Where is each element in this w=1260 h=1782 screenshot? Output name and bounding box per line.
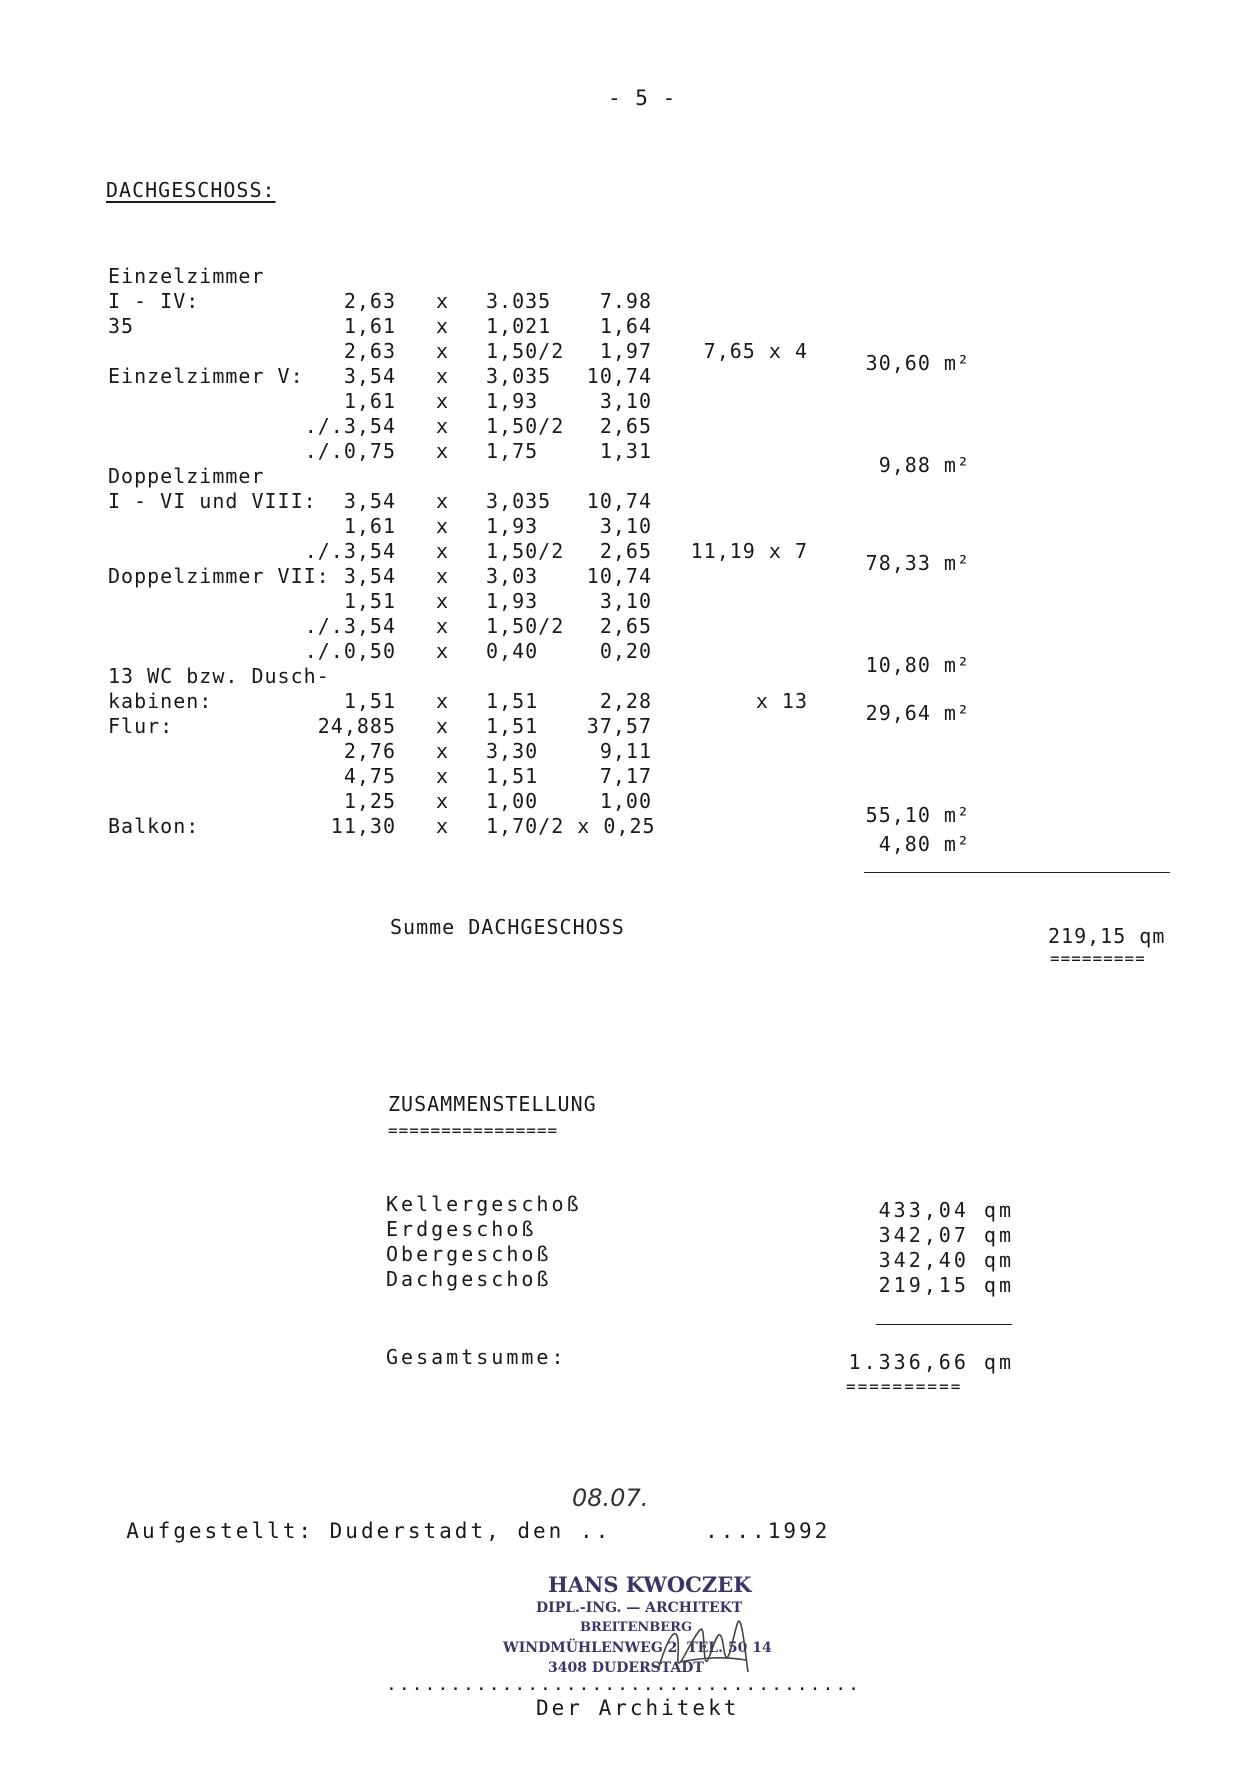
row-label: I - VI und VIII: — [108, 489, 317, 513]
row-multiply-sign: x — [436, 764, 450, 788]
row-product: 3,10 — [599, 514, 652, 538]
row-dimension-b: 3,035 — [486, 489, 552, 513]
row-product: 1,00 — [599, 789, 652, 813]
row-product: 1,31 — [599, 439, 652, 463]
row-product: 9,11 — [599, 739, 652, 763]
summary-label: Kellergeschoß — [386, 1192, 582, 1216]
row-product: 10,74 — [586, 489, 652, 513]
row-product: 7,17 — [599, 764, 652, 788]
summary-label: Erdgeschoß — [386, 1217, 537, 1241]
row-product: 2,65 — [599, 539, 652, 563]
row-label: 13 WC bzw. Dusch- — [108, 664, 330, 688]
row-dimension-b: 1,93 — [486, 589, 539, 613]
row-product: 7.98 — [599, 289, 652, 313]
row-dimension-a: ./.3,54 — [304, 614, 396, 638]
row-label: Einzelzimmer — [108, 264, 265, 288]
row-label: Flur: — [108, 714, 174, 738]
row-dimension-b: 1,51 — [486, 689, 539, 713]
row-product: 1,97 — [599, 339, 652, 363]
row-label: Doppelzimmer VII: — [108, 564, 330, 588]
row-dimension-a: 1,25 — [343, 789, 396, 813]
row-dimension-b: 1,021 — [486, 314, 552, 338]
row-product: 37,57 — [586, 714, 652, 738]
row-label: Einzelzimmer V: — [108, 364, 304, 388]
row-dimension-b: 1,70/2 x 0,25 — [486, 814, 656, 838]
row-product: 2,65 — [599, 414, 652, 438]
row-total: 55,10 m² — [865, 803, 970, 827]
footer-prefix: Aufgestellt: Duderstadt, den — [126, 1519, 580, 1543]
row-dimension-b: 3.035 — [486, 289, 552, 313]
footer-dots-after: .... — [705, 1519, 768, 1543]
row-total: 4,80 m² — [878, 832, 970, 856]
row-total: 29,64 m² — [865, 701, 970, 725]
signature-line: ..................................... — [386, 1674, 861, 1695]
stamp-title: DIPL.-ING. — ARCHITEKT — [536, 1600, 743, 1616]
row-multiplier: 7,65 x 4 — [703, 339, 808, 363]
row-dimension-a: 3,54 — [343, 489, 396, 513]
handwritten-date: 08.07. — [572, 1484, 649, 1512]
row-dimension-a: 1,51 — [343, 689, 396, 713]
row-label: 35 — [108, 314, 135, 338]
row-dimension-a: 2,63 — [343, 339, 396, 363]
row-multiply-sign: x — [436, 589, 450, 613]
row-multiplier: 11,19 x 7 — [690, 539, 808, 563]
row-multiply-sign: x — [436, 364, 450, 388]
sum-double-underline: ========= — [1050, 949, 1146, 968]
page-number: - 5 - — [608, 86, 677, 110]
row-dimension-b: 0,40 — [486, 639, 539, 663]
sum-label: Summe DACHGESCHOSS — [390, 915, 625, 939]
row-dimension-a: 4,75 — [343, 764, 396, 788]
row-dimension-a: 1,61 — [343, 389, 396, 413]
row-total: 10,80 m² — [865, 653, 970, 677]
row-multiply-sign: x — [436, 539, 450, 563]
row-multiply-sign: x — [436, 564, 450, 588]
summary-heading-underline: ================ — [388, 1121, 559, 1140]
row-label: kabinen: — [108, 689, 213, 713]
summary-heading: ZUSAMMENSTELLUNG — [388, 1092, 597, 1116]
row-multiply-sign: x — [436, 814, 450, 838]
row-product: 10,74 — [586, 564, 652, 588]
row-dimension-b: 1,51 — [486, 714, 539, 738]
row-multiply-sign: x — [436, 389, 450, 413]
row-multiply-sign: x — [436, 289, 450, 313]
total-label: Gesamtsumme: — [386, 1345, 567, 1369]
row-dimension-b: 1,51 — [486, 764, 539, 788]
row-total: 78,33 m² — [865, 551, 970, 575]
row-multiplier: x 13 — [755, 689, 808, 713]
row-dimension-a: 1,61 — [343, 514, 396, 538]
row-label: Balkon: — [108, 814, 200, 838]
row-multiply-sign: x — [436, 639, 450, 663]
row-label: I - IV: — [108, 289, 200, 313]
sum-value: 219,15 qm — [1048, 924, 1166, 948]
row-multiply-sign: x — [436, 339, 450, 363]
row-dimension-a: ./.3,54 — [304, 414, 396, 438]
row-product: 3,10 — [599, 389, 652, 413]
footer-place-date — [95, 1495, 830, 1543]
section-heading: DACHGESCHOSS: — [106, 178, 276, 202]
row-dimension-a: ./.3,54 — [304, 539, 396, 563]
row-dimension-b: 1,93 — [486, 389, 539, 413]
summary-value: 433,04 qm — [878, 1198, 1014, 1222]
row-dimension-b: 1,50/2 — [486, 339, 565, 363]
row-dimension-b: 3,035 — [486, 364, 552, 388]
row-label: Doppelzimmer — [108, 464, 265, 488]
row-dimension-b: 3,03 — [486, 564, 539, 588]
footer-date-dots — [611, 1519, 705, 1543]
row-multiply-sign: x — [436, 714, 450, 738]
row-dimension-a: ./.0,75 — [304, 439, 396, 463]
stamp-name: HANS KWOCZEK — [548, 1572, 752, 1597]
row-dimension-b: 1,50/2 — [486, 539, 565, 563]
footer-dots-before: .. — [579, 1519, 612, 1543]
row-product: 2,28 — [599, 689, 652, 713]
stamp-line5: 3408 DUDERSTADT — [548, 1660, 704, 1676]
stamp-line4: WINDMÜHLENWEG 2 TEL. 50 14 — [503, 1640, 772, 1656]
row-multiply-sign: x — [436, 439, 450, 463]
total-value: 1.336,66 qm — [848, 1350, 1014, 1374]
row-product: 1,64 — [599, 314, 652, 338]
row-dimension-b: 1,50/2 — [486, 414, 565, 438]
stamp-line3: BREITENBERG — [580, 1620, 693, 1635]
summary-label: Obergeschoß — [386, 1242, 552, 1266]
row-dimension-b: 3,30 — [486, 739, 539, 763]
row-total: 9,88 m² — [878, 453, 970, 477]
row-dimension-a: 1,61 — [343, 314, 396, 338]
architect-role: Der Architekt — [536, 1696, 740, 1720]
footer-year: 1992 — [767, 1519, 831, 1543]
row-dimension-b: 1,50/2 — [486, 614, 565, 638]
row-multiply-sign: x — [436, 489, 450, 513]
summary-label: Dachgeschoß — [386, 1267, 552, 1291]
row-product: 3,10 — [599, 589, 652, 613]
row-dimension-b: 1,75 — [486, 439, 539, 463]
row-dimension-a: 3,54 — [343, 564, 396, 588]
row-dimension-a: 2,76 — [343, 739, 396, 763]
summary-value: 342,07 qm — [878, 1223, 1014, 1247]
row-multiply-sign: x — [436, 314, 450, 338]
row-product: 10,74 — [586, 364, 652, 388]
row-multiply-sign: x — [436, 414, 450, 438]
summary-rule — [876, 1324, 1012, 1325]
summary-value: 219,15 qm — [878, 1273, 1014, 1297]
row-dimension-a: 3,54 — [343, 364, 396, 388]
total-rule — [864, 872, 1170, 873]
row-dimension-b: 1,00 — [486, 789, 539, 813]
row-dimension-b: 1,93 — [486, 514, 539, 538]
row-dimension-a: 24,885 — [317, 714, 396, 738]
row-dimension-a: 11,30 — [330, 814, 396, 838]
row-multiply-sign: x — [436, 689, 450, 713]
row-dimension-a: 2,63 — [343, 289, 396, 313]
row-multiply-sign: x — [436, 789, 450, 813]
summary-value: 342,40 qm — [878, 1248, 1014, 1272]
row-dimension-a: 1,51 — [343, 589, 396, 613]
row-multiply-sign: x — [436, 614, 450, 638]
row-multiply-sign: x — [436, 739, 450, 763]
row-product: 2,65 — [599, 614, 652, 638]
row-product: 0,20 — [599, 639, 652, 663]
row-total: 30,60 m² — [865, 351, 970, 375]
total-double-underline: ========== — [846, 1377, 963, 1396]
row-multiply-sign: x — [436, 514, 450, 538]
row-dimension-a: ./.0,50 — [304, 639, 396, 663]
